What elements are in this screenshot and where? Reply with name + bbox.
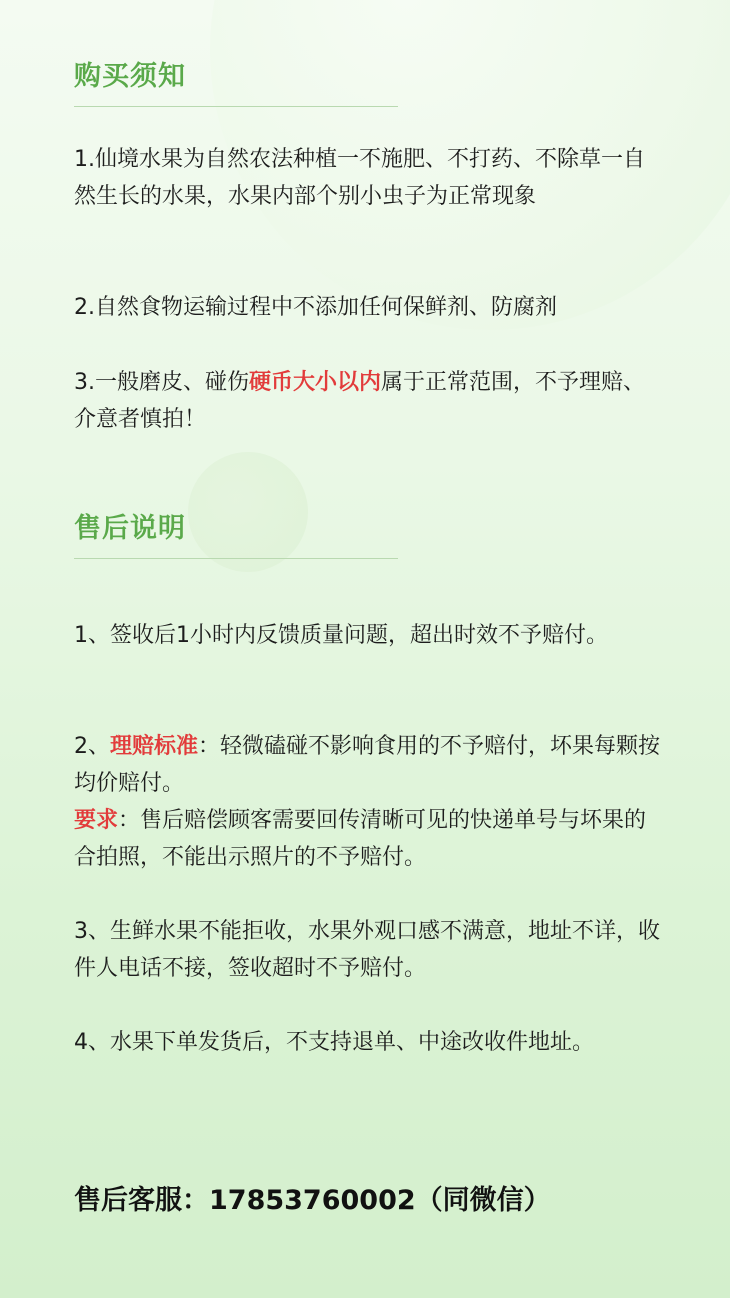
after-sales-item-3: 3、生鲜水果不能拒收，水果外观口感不满意，地址不详，收件人电话不接，签收超时不予赔付。 bbox=[74, 919, 660, 981]
purchase-item-2: 2.自然食物运输过程中不添加任何保鲜剂、防腐剂 bbox=[74, 295, 557, 320]
purchase-item-3 bbox=[74, 364, 664, 438]
claim-standard-text: ：轻微磕碰不影响食用的不予赔付，坏果每颗按均价赔付。 bbox=[74, 734, 661, 796]
purchase-item-3-text-end: 属于正常范围，不予理赔、介意者慎拍！ bbox=[74, 370, 646, 432]
after-sales-item-4: 4、水果下单发货后，不支持退单、中途改收件地址。 bbox=[74, 1030, 594, 1055]
after-sales-item-2 bbox=[74, 728, 664, 876]
after-sales-title: 售后说明 bbox=[74, 513, 186, 544]
purchase-title-divider bbox=[74, 106, 398, 107]
purchase-item-3-text-start: 3.一般磨皮、碰伤 bbox=[74, 370, 249, 395]
requirement-label: 要求 bbox=[74, 808, 119, 833]
claim-standard-label: 理赔标准 bbox=[110, 734, 199, 759]
coin-size-highlight: 硬币大小以内 bbox=[249, 370, 382, 395]
purchase-notice-title: 购买须知 bbox=[74, 61, 186, 92]
requirement-text: ：售后赔偿顾客需要回传清晰可见的快递单号与坏果的合拍照，不能出示照片的不予赔付。 bbox=[74, 808, 647, 870]
after-sales-item-2-prefix: 2、 bbox=[74, 734, 110, 759]
after-sales-title-divider bbox=[74, 558, 398, 559]
purchase-item-1: 1.仙境水果为自然农法种植一不施肥、不打药、不除草一自然生长的水果，水果内部个别小虫子为正常现象 bbox=[74, 147, 645, 209]
customer-service-contact: 售后客服：17853760002（同微信） bbox=[74, 1185, 551, 1216]
after-sales-item-1: 1、签收后1小时内反馈质量问题，超出时效不予赔付。 bbox=[74, 623, 608, 648]
